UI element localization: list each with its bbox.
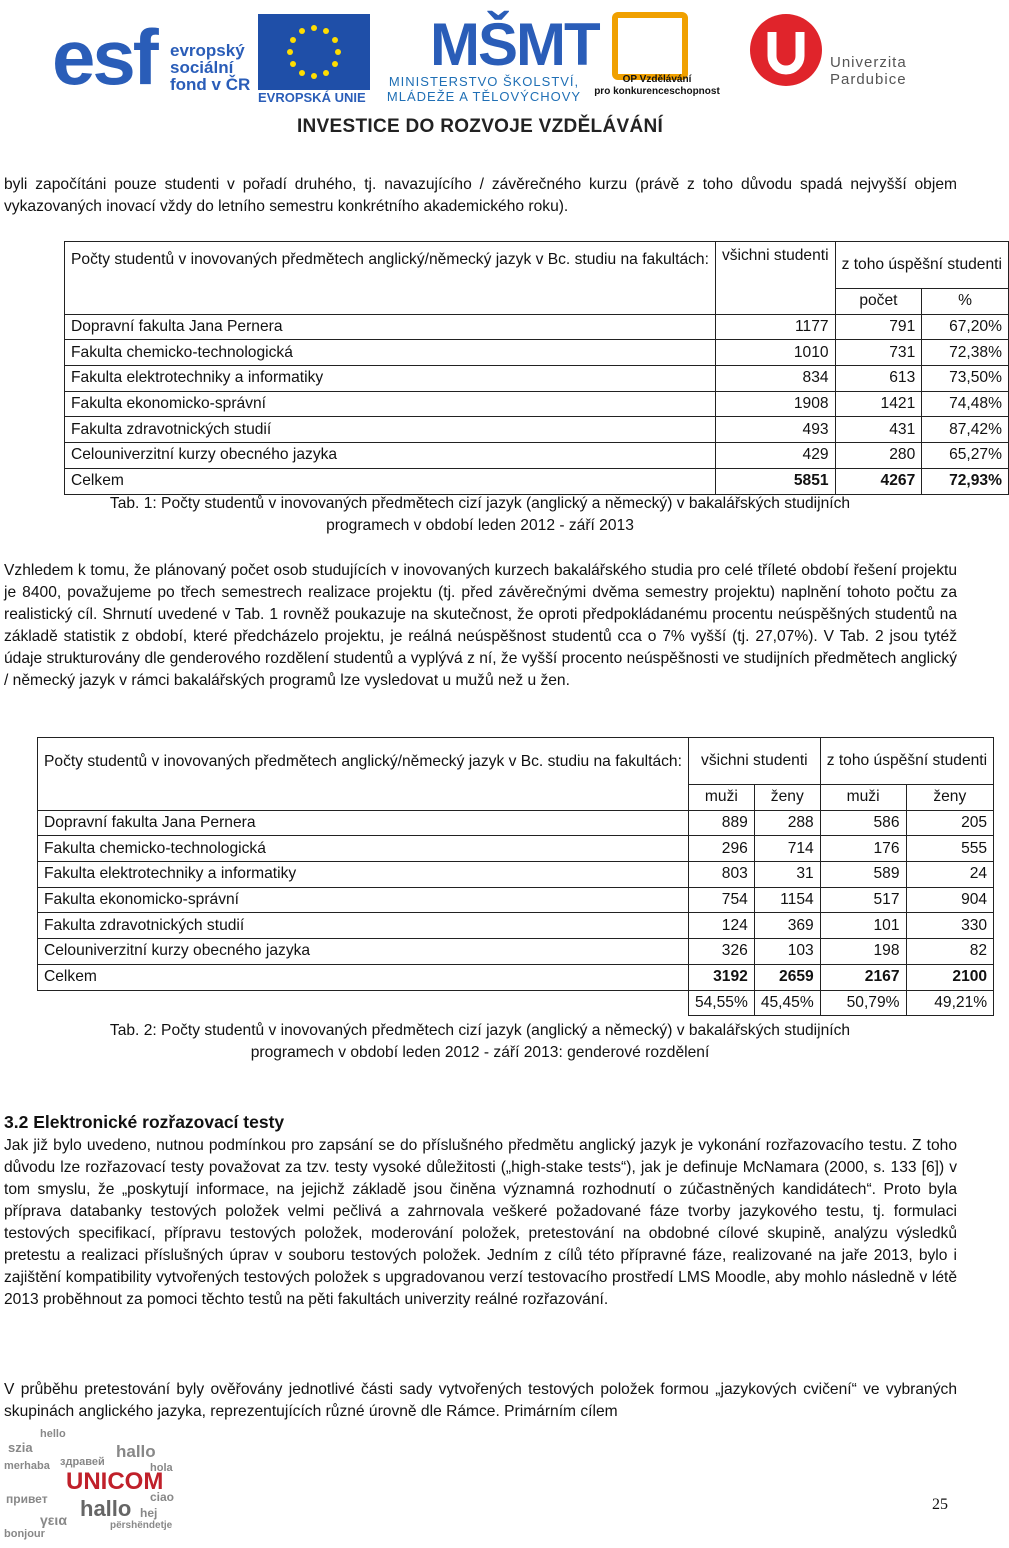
table-students-gender — [37, 737, 994, 1016]
value-all: 1908 — [715, 391, 835, 417]
value-success-women: 82 — [906, 939, 994, 965]
faculty-name: Fakulta elektrotechniky a informatiky — [65, 366, 716, 392]
caption-line: Tab. 2: Počty studentů v inovovaných předmětech cizí jazyk (anglický a německý) v bakalářských studijních — [109, 1022, 851, 1039]
sub-header-pct: % — [922, 289, 1009, 315]
eu-label: EVROPSKÁ UNIE — [258, 90, 366, 105]
value-success-men: 101 — [820, 913, 906, 939]
faculty-name: Fakulta ekonomicko-správní — [38, 887, 689, 913]
table-title: Počty studentů v inovovaných předmětech anglický/německý jazyk v Bc. studiu na fakultách: — [65, 242, 716, 315]
table-row — [38, 836, 994, 862]
table-total-row — [38, 964, 994, 990]
table-row — [38, 810, 994, 836]
total-pct: 72,93% — [922, 468, 1009, 494]
col-header-all: všichni studenti — [715, 242, 835, 315]
value-count: 731 — [835, 340, 922, 366]
unicom-wordmark: UNICOM — [66, 1468, 164, 1495]
faculty-name: Dopravní fakulta Jana Pernera — [38, 810, 689, 836]
value-pct: 65,27% — [922, 443, 1009, 469]
value-pct: 87,42% — [922, 417, 1009, 443]
msmt-line: MINISTERSTVO ŠKOLSTVÍ, — [388, 74, 580, 89]
table-row — [38, 887, 994, 913]
table-row — [65, 391, 1009, 417]
value-all-men: 124 — [688, 913, 754, 939]
value-success-men: 589 — [820, 862, 906, 888]
value-success-women: 904 — [906, 887, 994, 913]
sub-header-women: ženy — [754, 785, 820, 811]
table-percent-row — [38, 990, 994, 1016]
value-pct: 72,38% — [922, 340, 1009, 366]
faculty-name: Fakulta zdravotnických studií — [65, 417, 716, 443]
value-all-men: 326 — [688, 939, 754, 965]
faculty-name: Celouniverzitní kurzy obecného jazyka — [38, 939, 689, 965]
sub-header-count: počet — [835, 289, 922, 315]
value-success-women: 205 — [906, 810, 994, 836]
table-row — [38, 939, 994, 965]
table-row — [65, 443, 1009, 469]
section-heading: 3.2 Elektronické rozřazovací testy — [4, 1112, 285, 1132]
section-text: Jak již bylo uvedeno, nutnou podmínkou pro zapsání se do příslušného předmětu anglický jazyk je vykonání rozřazovacího testu. Z toho důvodu lze rozřazovací testy považovat za tzv. testy vysoké důležitosti („high-stake tests“), jak je definuje McNamara (2000, s. 133 [6]) v tom smyslu, že „poskytují informace, na jejichž základě jsou činěna významná rozhodnutí o zúčastněných kandidátech“. Proto byla příprava databanky testových položek velmi pečlivá a zahrnovala veškeré požadované fáze tvorby jazykového testu, tj. formulaci testových specifikací, přípravu testových položek, moderování položek, pretestování na obdobné cílové skupině, analýzu výsledků pretestu a realizaci příslušných úprav v souboru testových položek. Jedním z cílů této přípravné fáze, realizované na jaře 2013, bylo i zajištění kompatibility vytvořených testových položek s upgradovanou verzí testovacího prostředí LMS Moodle, aby mohlo následně v létě 2013 proběhnout za pomoci těchto testů na pěti fakultách univerzity reálné rozřazování. — [4, 1137, 957, 1308]
faculty-name: Fakulta chemicko-technologická — [65, 340, 716, 366]
esf-line: sociální — [170, 58, 234, 77]
faculty-name: Fakulta chemicko-technologická — [38, 836, 689, 862]
value-all: 1010 — [715, 340, 835, 366]
faculty-name: Fakulta ekonomicko-správní — [65, 391, 716, 417]
table-row — [38, 862, 994, 888]
value-count: 431 — [835, 417, 922, 443]
op-line: pro konkurenceschopnost — [594, 86, 720, 97]
total-label: Celkem — [65, 468, 716, 494]
esf-logo-letters: esf — [52, 13, 156, 101]
upce-line: Univerzita — [830, 54, 907, 71]
value-all-men: 803 — [688, 862, 754, 888]
col-header-success: z toho úspěšní studenti — [835, 242, 1008, 289]
unicom-logo — [0, 1426, 190, 1546]
faculty-name: Celouniverzitní kurzy obecného jazyka — [65, 443, 716, 469]
total-success-men: 2167 — [820, 964, 906, 990]
value-success-men: 586 — [820, 810, 906, 836]
msmt-logo-mark: MŠMT — [430, 11, 599, 78]
value-all-women: 31 — [754, 862, 820, 888]
table-students-overall — [64, 241, 1009, 495]
middle-paragraph — [4, 560, 957, 692]
value-pct: 73,50% — [922, 366, 1009, 392]
cloud-word: hallo — [116, 1442, 156, 1461]
cloud-word: hej — [140, 1506, 158, 1520]
value-all: 1177 — [715, 314, 835, 340]
value-all-women: 288 — [754, 810, 820, 836]
upce-logo-text — [830, 54, 907, 88]
esf-line: evropský — [170, 41, 245, 60]
table-row — [65, 340, 1009, 366]
faculty-name: Dopravní fakulta Jana Pernera — [65, 314, 716, 340]
pct-all-men: 54,55% — [688, 990, 754, 1016]
cloud-word: γεια — [40, 1512, 67, 1528]
cloud-word: bonjour — [4, 1528, 45, 1540]
value-success-men: 198 — [820, 939, 906, 965]
value-success-women: 330 — [906, 913, 994, 939]
eu-flag-icon — [258, 14, 370, 90]
pct-success-women: 49,21% — [906, 990, 994, 1016]
table1-caption — [0, 493, 960, 537]
value-count: 791 — [835, 314, 922, 340]
caption-line: programech v období leden 2012 - září 2013 — [326, 517, 634, 534]
cloud-word: përshëndetje — [110, 1520, 173, 1531]
table-row — [65, 314, 1009, 340]
cloud-word: szia — [8, 1440, 33, 1455]
total-all: 5851 — [715, 468, 835, 494]
value-pct: 74,48% — [922, 391, 1009, 417]
msmt-logo-text — [384, 74, 584, 104]
pct-all-women: 45,45% — [754, 990, 820, 1016]
value-pct: 67,20% — [922, 314, 1009, 340]
esf-line: fond v ČR — [170, 75, 251, 94]
sub-header-men: muži — [820, 785, 906, 811]
total-all-women: 2659 — [754, 964, 820, 990]
value-count: 613 — [835, 366, 922, 392]
value-all-women: 714 — [754, 836, 820, 862]
upce-logo-icon — [750, 14, 822, 86]
op-line: OP Vzdělávání — [622, 74, 692, 85]
section-text: V průběhu pretestování byly ověřovány jednotlivé části sady vytvořených testových položek formou „jazykových cvičení“ ve vybraných skupinách anglického jazyka, reprezentujících různé úrovně dle Rámce. Primárním cílem — [4, 1381, 957, 1420]
value-all: 429 — [715, 443, 835, 469]
cloud-word: merhaba — [4, 1460, 50, 1472]
table-title: Počty studentů v inovovaných předmětech anglický/německý jazyk v Bc. studiu na fakultách: — [38, 738, 689, 811]
value-success-women: 24 — [906, 862, 994, 888]
cloud-word: hola — [150, 1462, 173, 1474]
total-label: Celkem — [38, 964, 689, 990]
op-logo-icon — [612, 12, 688, 80]
value-success-men: 176 — [820, 836, 906, 862]
section-paragraph-2 — [4, 1379, 957, 1423]
caption-line: programech v období leden 2012 - září 2013: genderové rozdělení — [250, 1044, 710, 1061]
page-number: 25 — [932, 1496, 948, 1513]
table-total-row — [65, 468, 1009, 494]
value-all: 834 — [715, 366, 835, 392]
cloud-word: hallo — [80, 1496, 132, 1521]
value-success-women: 555 — [906, 836, 994, 862]
value-all-women: 1154 — [754, 887, 820, 913]
value-success-men: 517 — [820, 887, 906, 913]
value-all-women: 369 — [754, 913, 820, 939]
value-count: 1421 — [835, 391, 922, 417]
intro-paragraph — [4, 174, 957, 218]
table-row — [65, 417, 1009, 443]
total-count: 4267 — [835, 468, 922, 494]
col-header-success: z toho úspěšní studenti — [820, 738, 993, 785]
value-all-men: 754 — [688, 887, 754, 913]
pct-success-men: 50,79% — [820, 990, 906, 1016]
table-row — [65, 366, 1009, 392]
table2-caption — [0, 1020, 960, 1064]
value-all-women: 103 — [754, 939, 820, 965]
total-all-men: 3192 — [688, 964, 754, 990]
op-logo-text — [592, 74, 722, 98]
upce-line: Pardubice — [830, 71, 907, 88]
section-paragraph-1 — [4, 1135, 957, 1311]
table-header-row — [38, 738, 994, 785]
faculty-name: Fakulta zdravotnických studií — [38, 913, 689, 939]
msmt-line: MLÁDEŽE A TĚLOVÝCHOVY — [386, 89, 582, 104]
value-count: 280 — [835, 443, 922, 469]
col-header-all: všichni studenti — [688, 738, 820, 785]
sub-header-women: ženy — [906, 785, 994, 811]
middle-text: Vzhledem k tomu, že plánovaný počet osob studujících v inovovaných kurzech bakalářského studia pro celé tříleté období řešení projektu je 8400, považujeme po třech semestrech realizace projektu (tj. před závěrečnými dvěma semestry projektu) naplnění tohoto počtu za realistický cíl. Shrnutí uvedené v Tab. 1 rovněž poukazuje na skutečnost, že oproti předpokládanému procentu neúspěšných studentů na základě statistik z období, které předcházelo projektu, je reálná neúspěšnost studentů cca o 7% vyšší (tj. 27,07%). V Tab. 2 jsou tytéž údaje strukturovány dle genderového rozdělení studentů a vyplývá z ní, že vyšší procento neúspěšnosti ve studijních předmětech anglický / německý jazyk v rámci bakalářských programů lze vysledovat u mužů než u žen. — [4, 562, 957, 689]
value-all-men: 296 — [688, 836, 754, 862]
cloud-word: ciao — [150, 1490, 175, 1504]
investice-slogan: INVESTICE DO ROZVOJE VZDĚLÁVÁNÍ — [296, 116, 664, 137]
total-success-women: 2100 — [906, 964, 994, 990]
page-header — [0, 0, 960, 150]
table-header-row — [65, 242, 1009, 289]
faculty-name: Fakulta elektrotechniky a informatiky — [38, 862, 689, 888]
cloud-word: привет — [6, 1492, 48, 1506]
value-all-men: 889 — [688, 810, 754, 836]
esf-logo-text — [170, 42, 250, 93]
cloud-word: здравей — [60, 1456, 105, 1468]
intro-text: byli započítáni pouze studenti v pořadí druhého, tj. navazujícího / závěrečného kurzu (právě z toho důvodu spadá nejvyšší objem vykazovaných inovací vždy do letního semestru konkrétního akademického roku). — [4, 176, 957, 215]
cloud-word: hello — [40, 1428, 66, 1440]
caption-line: Tab. 1: Počty studentů v inovovaných předmětech cizí jazyk (anglický a německý) v bakalářských studijních — [109, 495, 851, 512]
empty-cell — [38, 990, 689, 1016]
table-row — [38, 913, 994, 939]
sub-header-men: muži — [688, 785, 754, 811]
value-all: 493 — [715, 417, 835, 443]
